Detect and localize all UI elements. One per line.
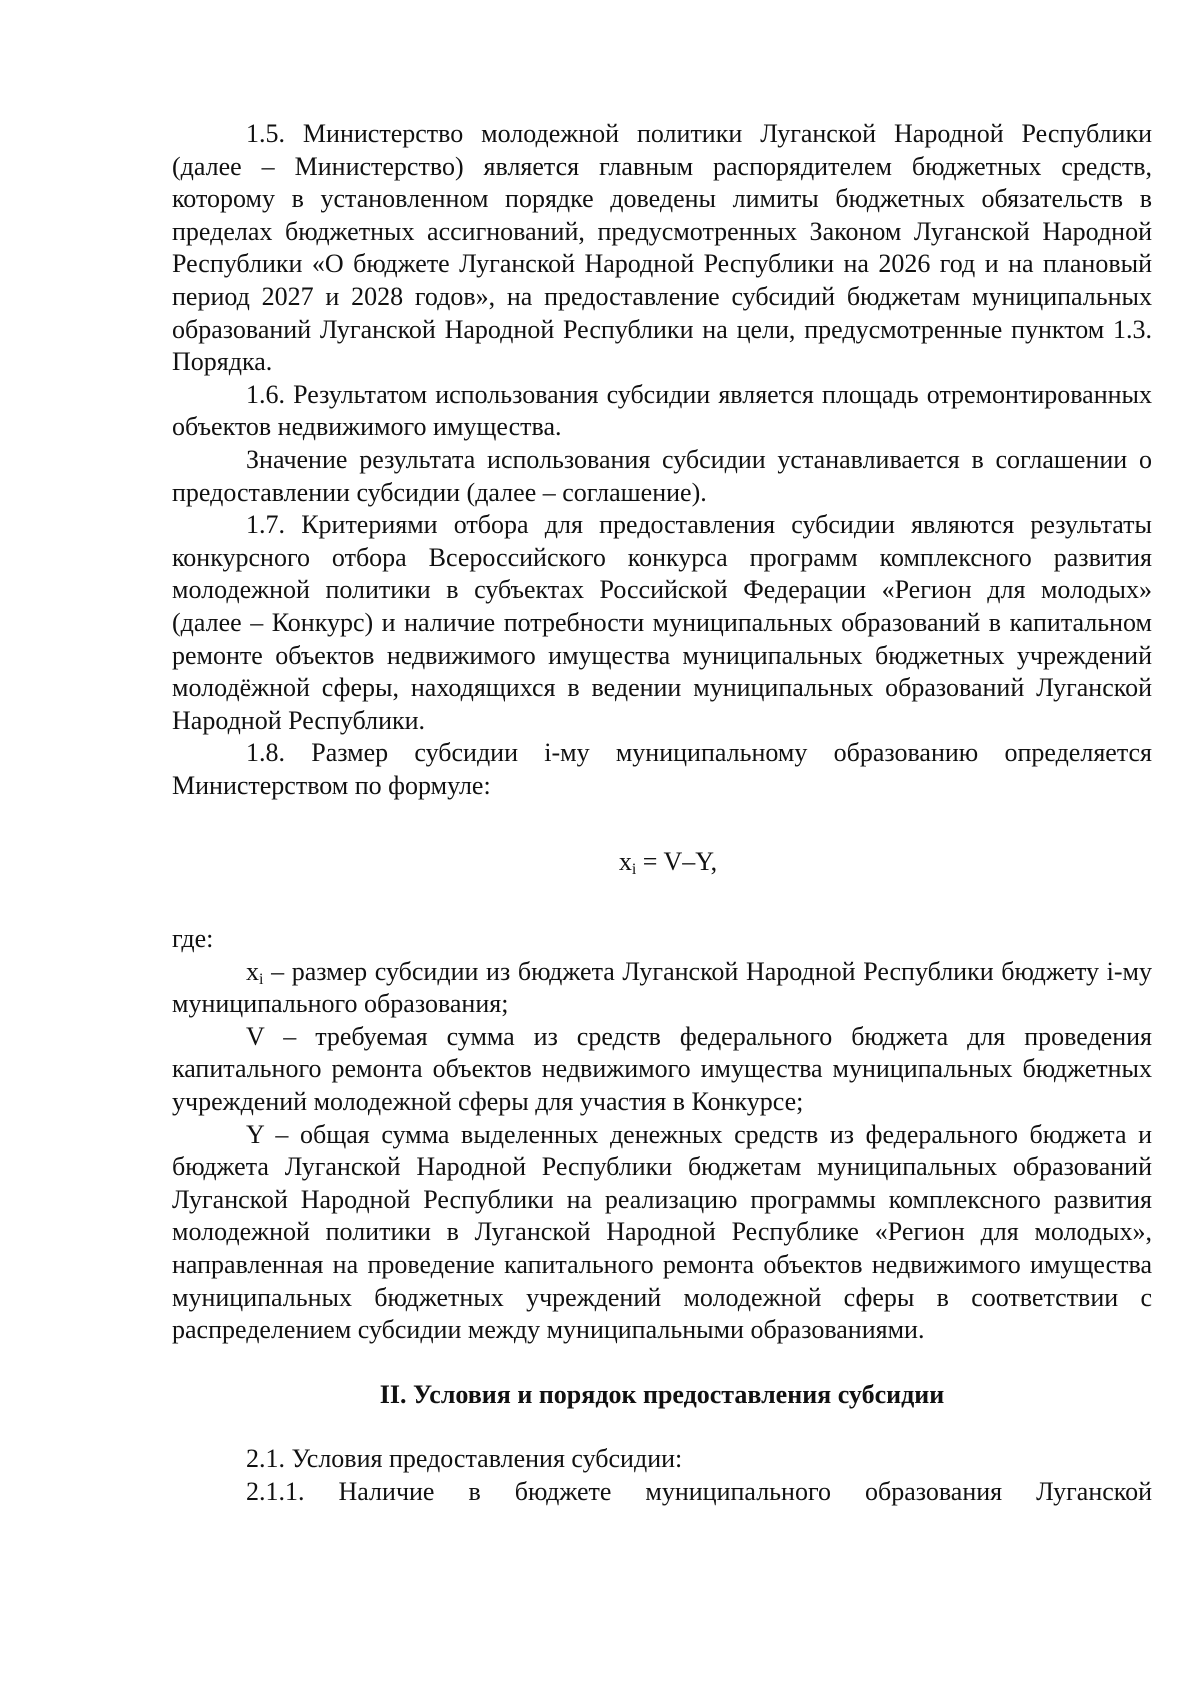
subsidy-formula (172, 846, 1152, 879)
paragraph-result-value: Значение результата использования субсидии устанавливается в соглашении о предоставлении субсидии (далее – соглашение). (172, 444, 1152, 507)
definition-v (172, 1021, 1152, 1119)
paragraph-2-1-1: 2.1.1. Наличие в бюджете муниципального образования Луганской (246, 1476, 1152, 1506)
formula-rhs: = V–Y, (636, 847, 718, 877)
definition-symbol: Y (246, 1119, 264, 1149)
definition-text: – общая сумма выделенных денежных средств из федерального бюджета и бюджета Луганской Народной Республики бюджетам муниципальных образований Луганской Народной Республики на реализацию программы комплексного развития молодежной политики в Луганской Народной Республике «Регион для молодых», направленная на проведение капитального ремонта объектов недвижимого имущества муниципальных бюджетных учреждений молодежной сферы в соответствии с распределением субсидии между муниципальными образованиями. (172, 1119, 1152, 1345)
definition-text: – размер субсидии из бюджета Луганской Народной Республики бюджету i-му муниципального образования; (172, 956, 1152, 1019)
paragraph-1-5: 1.5. Министерство молодежной политики Луганской Народной Республики (далее – Министерство) является главным распорядителем бюджетных средств, которому в установленном порядке доведены лимиты бюджетных обязательств в пределах бюджетных ассигнований, предусмотренных Законом Луганской Народной Республики «О бюджете Луганской Народной Республики на 2026 год и на плановый период 2027 и 2028 годов», на предоставление субсидий бюджетам муниципальных образований Луганской Народной Республики на цели, предусмотренные пунктом 1.3. Порядка. (172, 119, 1152, 377)
document-page (172, 118, 1152, 1509)
definition-xi (172, 956, 1152, 1021)
paragraph-1-8: 1.8. Размер субсидии i-му муниципальному образованию определяется Министерством по формуле: (172, 738, 1152, 800)
paragraph-1-7: 1.7. Критериями отбора для предоставления субсидии являются результаты конкурсного отбора Всероссийского конкурса программ комплексного развития молодежной политики в субъектах Российской Федерации «Регион для молодых» (далее – Конкурс) и наличие потребности муниципальных образований в капитальном ремонте объектов недвижимого имущества муниципальных бюджетных учреждений молодёжной сферы, находящихся в ведении муниципальных образований Луганской Народной Республики. (172, 510, 1152, 735)
definition-symbol: V (246, 1021, 265, 1051)
definition-symbol: x (246, 956, 259, 986)
paragraph-2-1: 2.1. Условия предоставления субсидии: (246, 1444, 683, 1474)
formula-lhs-subscript: i (631, 861, 637, 879)
where-label: где: (172, 924, 214, 954)
formula-lhs: x (618, 847, 632, 877)
definition-symbol-subscript: i (259, 970, 264, 988)
section-heading: II. Условия и порядок предоставления субсидии (379, 1379, 945, 1409)
definition-y (172, 1119, 1152, 1347)
definition-text: – требуемая сумма из средств федерального бюджета для проведения капитального ремонта объектов недвижимого имущества муниципальных бюджетных учреждений молодежной сферы для участия в Конкурсе; (172, 1021, 1152, 1117)
paragraph-1-6: 1.6. Результатом использования субсидии является площадь отремонтированных объектов недвижимого имущества. (172, 379, 1152, 442)
